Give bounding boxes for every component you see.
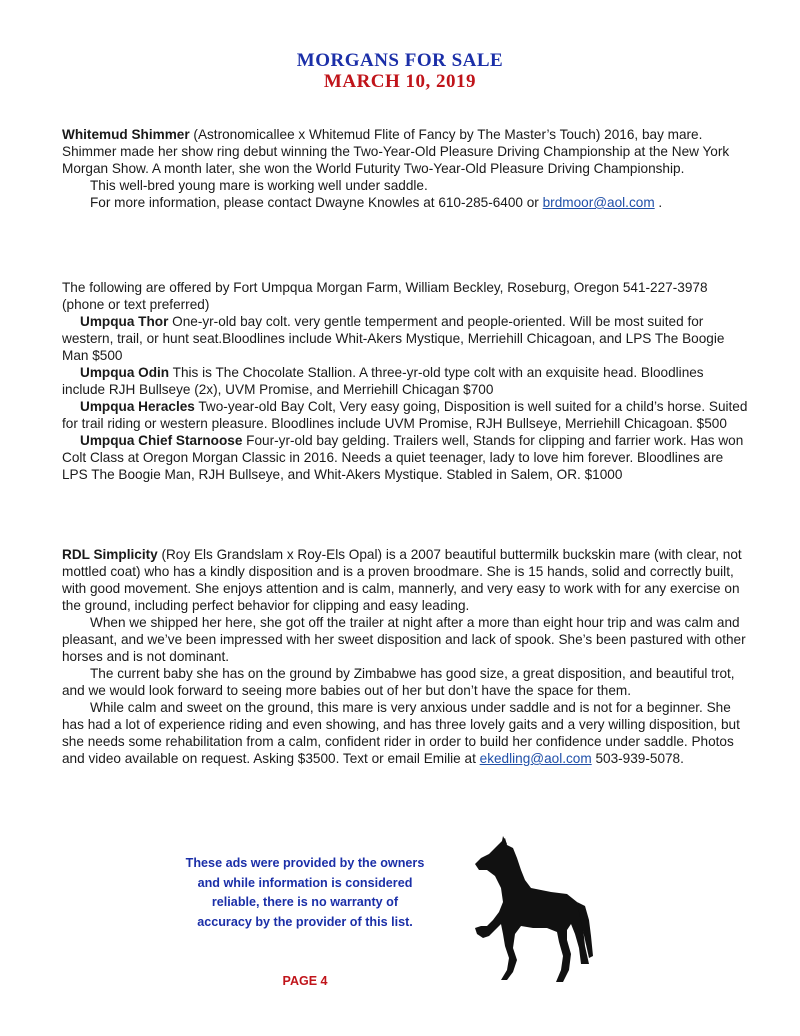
horse-entry <box>62 432 748 483</box>
contact-text: For more information, please contact Dwayne Knowles at 610-285-6400 or <box>90 195 543 210</box>
listing-description: (Astronomicallee x Whitemud Flite of Fancy by The Master’s Touch) 2016, bay mare. Shimmer made her show ring debut winning the Two-Year-Old Pleasure Driving Championship at the New York Morgan Show. A month later, she won the World Futurity Two-Year-Old Pleasure Driving Championship. <box>62 127 730 176</box>
listing-paragraph <box>62 546 748 614</box>
horse-description: Four-yr-old bay gelding. Trailers well, Stands for clipping and farrier work. Has won Colt Class at Oregon Morgan Classic in 2016. Needs a quiet teenager, lady to love him forever. Bloodlines are LPS The Boogie Man, RJH Bullseye, and Whit-Akers Mystique. Stabled in Salem, OR. $1000 <box>62 433 744 482</box>
horse-entry <box>62 398 748 432</box>
contact-line <box>62 194 748 211</box>
horse-description: One-yr-old bay colt. very gentle temperment and people-oriented. Will be most suited for western, trail, or hunt seat.Bloodlines include Whit-Akers Mystique, Merriehill Chicagoan, and LPS The Boogie Man $500 <box>62 314 725 363</box>
email-link[interactable]: brdmoor@aol.com <box>542 195 655 210</box>
listing-fort-umpqua <box>62 279 748 483</box>
phone-number: 503-939-5078. <box>591 751 684 766</box>
listing-rdl-simplicity <box>62 546 748 767</box>
listing-note: This well-bred young mare is working well under saddle. <box>90 178 428 193</box>
horse-name: Umpqua Chief Starnoose <box>80 433 243 448</box>
horse-entry <box>62 313 748 364</box>
email-link[interactable]: ekedling@aol.com <box>479 751 592 766</box>
listing-description: (Roy Els Grandslam x Roy-Els Opal) is a 2007 beautiful buttermilk buckskin mare (with clear, not mottled coat) who has a kindly disposition and is a proven broodmare. She is 15 hands, solid and correctly built, with good movement. She enjoys attention and is calm, mannerly, and very easy to work with for any exercise on the ground, including perfect behavior for clipping and easy leading. <box>62 547 742 613</box>
horse-name: Umpqua Odin <box>80 365 170 380</box>
farm-intro: The following are offered by Fort Umpqua Morgan Farm, William Beckley, Roseburg, Oregon 541-227-3978 (phone or text preferred) <box>62 280 708 312</box>
horse-name: Umpqua Thor <box>80 314 169 329</box>
horse-name: Umpqua Heracles <box>80 399 195 414</box>
horse-entry <box>62 364 748 398</box>
page-number: PAGE 4 <box>282 974 328 988</box>
listing-text: While calm and sweet on the ground, this mare is very anxious under saddle and is not for a beginner. She has had a lot of experience riding and even showing, and has three lovely gaits and a very willing disposition, but she needs some rehabilitation from a calm, confident rider in order to build her confidence under saddle. Photos and video available on request. Asking $3500. Text or email Emilie at <box>62 700 740 766</box>
page-date: MARCH 10, 2019 <box>323 71 477 92</box>
listing-paragraph <box>62 126 748 177</box>
page-title: MORGANS FOR SALE <box>296 50 504 71</box>
disclaimer-notice: These ads were provided by the owners and while information is considered reliable, there is no warranty of accuracy by the provider of this list. <box>185 856 425 929</box>
listing-whitemud-shimmer <box>62 126 748 211</box>
listing-paragraph: When we shipped her here, she got off the trailer at night after a more than eight hour trip and was calm and pleasant, and we’ve been impressed with her sweet disposition and lack of spook. She’s been pastured with other horses and is not dominant. <box>62 615 746 664</box>
horse-name: Whitemud Shimmer <box>62 127 190 142</box>
horse-description: Two-year-old Bay Colt, Very easy going, Disposition is well suited for a child’s horse. Suited for trail riding or western pleasure. Bloodlines include UVM Promise, RJH Bullseye, Merriehill Chicagoan. $500 <box>62 399 748 431</box>
listing-paragraph <box>62 699 748 767</box>
horse-silhouette-icon <box>455 836 595 986</box>
contact-suffix: . <box>654 195 663 210</box>
listing-paragraph: The current baby she has on the ground by Zimbabwe has good size, a great disposition, and beautiful trot, and we would look forward to seeing more babies out of her but don’t have the space for them. <box>62 666 735 698</box>
horse-name: RDL Simplicity <box>62 547 158 562</box>
horse-description: This is The Chocolate Stallion. A three-yr-old type colt with an exquisite head. Bloodlines include RJH Bullseye (2x), UVM Promise, and Merriehill Chicagan $700 <box>62 365 704 397</box>
